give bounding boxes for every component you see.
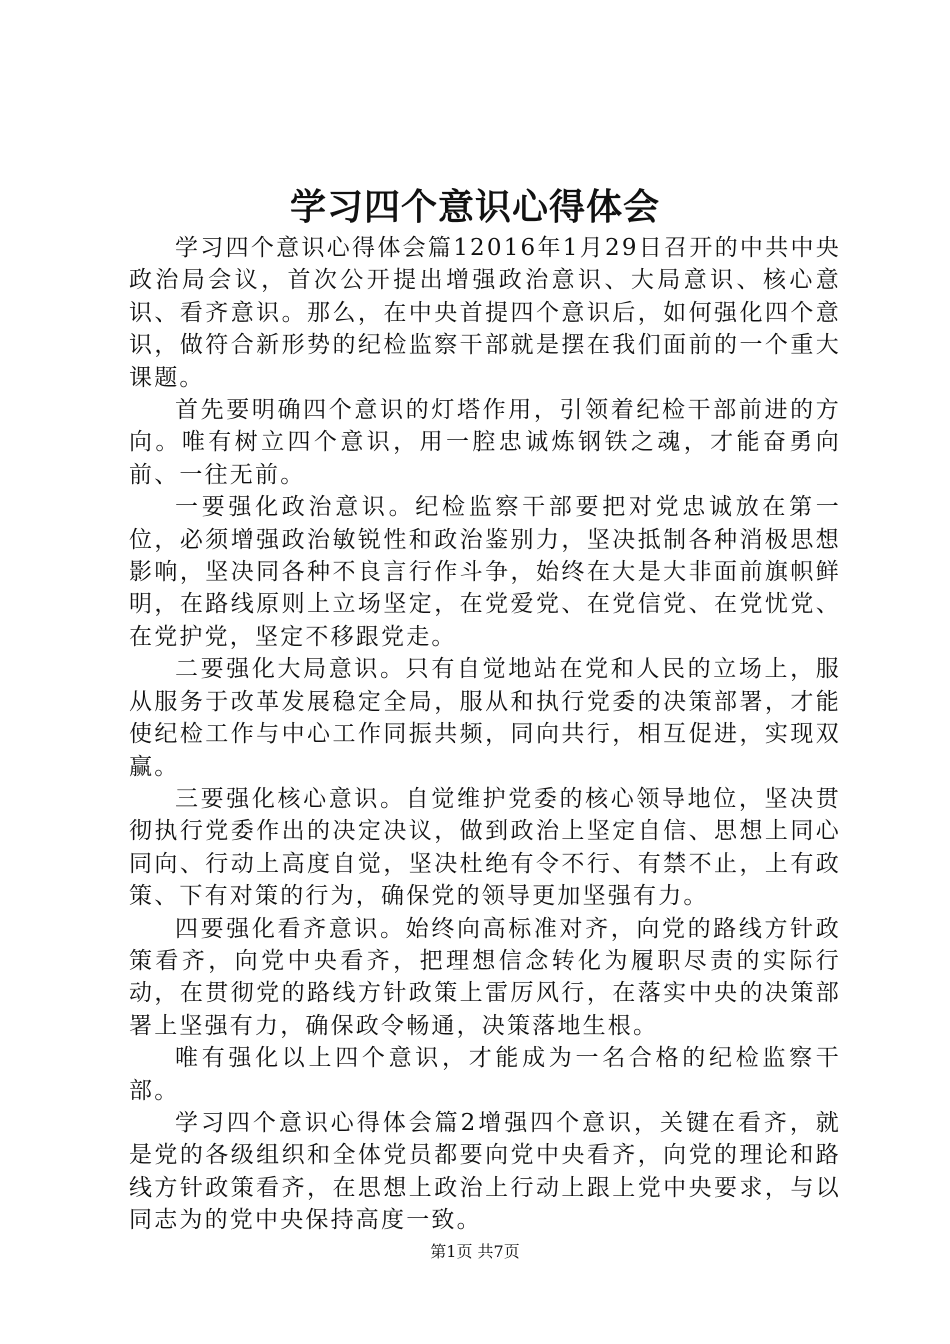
page-footer: 第1页 共7页 — [430, 1242, 520, 1261]
paragraph-8: 学习四个意识心得体会篇2增强四个意识，关键在看齐，就是党的各级组织和全体党员都要向党中央看齐，向党的理论和路线方针政策看齐，在思想上政治上行动上跟上党中央要求，与以同志为的党中央保持高度一致。 — [129, 1109, 841, 1234]
paragraph-1: 学习四个意识心得体会篇12016年1月29日召开的中共中央政治局会议，首次公开提出增强政治意识、大局意识、核心意识、看齐意识。那么，在中央首提四个意识后，如何强化四个意识，做符合新形势的纪检监察干部就是摆在我们面前的一个重大课题。 — [129, 235, 841, 391]
paragraph-3: 一要强化政治意识。纪检监察干部要把对党忠诚放在第一位，必须增强政治敏锐性和政治鉴别力，坚决抵制各种消极思想影响，坚决同各种不良言行作斗争，始终在大是大非面前旗帜鲜明，在路线原则上立场坚定，在党爱党、在党信党、在党忧党、在党护党，坚定不移跟党走。 — [129, 494, 841, 650]
paragraph-6: 四要强化看齐意识。始终向高标准对齐，向党的路线方针政策看齐，向党中央看齐，把理想信念转化为履职尽责的实际行动，在贯彻党的路线方针政策上雷厉风行，在落实中央的决策部署上坚强有力，确保政令畅通，决策落地生根。 — [129, 915, 841, 1039]
paragraph-5: 三要强化核心意识。自觉维护党委的核心领导地位，坚决贯彻执行党委作出的决定决议，做到政治上坚定自信、思想上同心同向、行动上高度自觉，坚决杜绝有令不行、有禁不止，上有政策、下有对策的行为，确保党的领导更加坚强有力。 — [129, 785, 841, 910]
paragraph-2: 首先要明确四个意识的灯塔作用，引领着纪检干部前进的方向。唯有树立四个意识，用一腔忠诚炼钢铁之魂，才能奋勇向前、一往无前。 — [129, 397, 841, 488]
paragraph-7: 唯有强化以上四个意识，才能成为一名合格的纪检监察干部。 — [129, 1045, 841, 1104]
document-body — [129, 232, 841, 1237]
document-title: 学习四个意识心得体会 — [289, 187, 660, 228]
paragraph-4: 二要强化大局意识。只有自觉地站在党和人民的立场上，服从服务于改革发展稳定全局，服从和执行党委的决策部署，才能使纪检工作与中心工作同振共频，同向共行，相互促进，实现双赢。 — [129, 656, 841, 780]
